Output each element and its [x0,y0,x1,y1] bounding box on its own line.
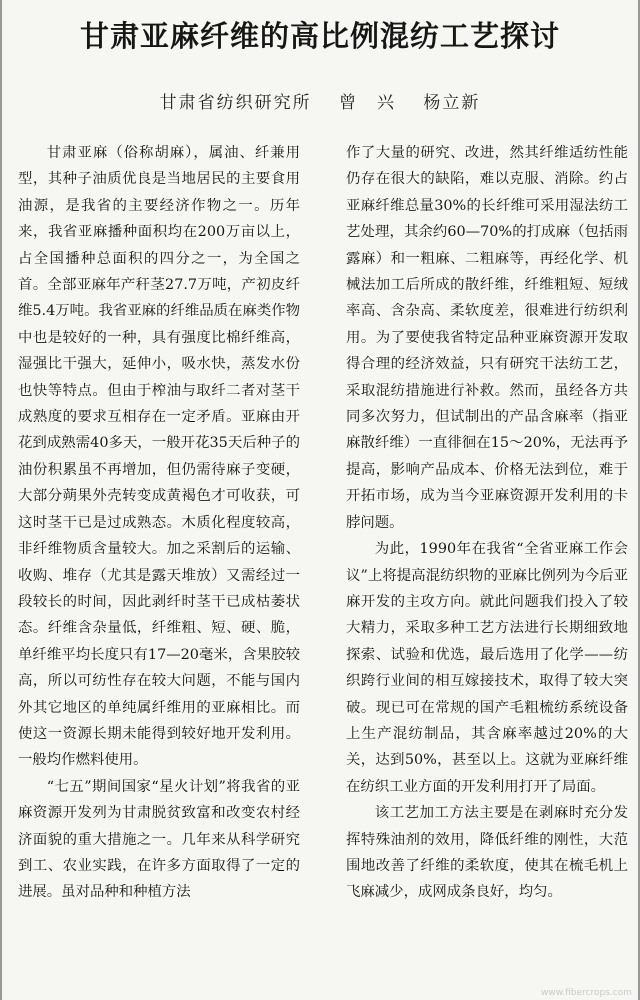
article-title: 甘肃亚麻纤维的高比例混纺工艺探讨 [79,19,560,53]
paragraph: 作了大量的研究、改进，然其纤维适纺性能仍存在很大的缺陷，难以克服、消除。约占亚麻纤维总量30%的长纤维可采用湿法纺工艺处理，其余约60—70%的打成麻（包括雨露麻）和一粗麻、二粗麻等，再经化学、机械法加工后所成的散纤维，纤维粗短、短绒率高、含杂高、柔软度差，很难进行纺织利用。为了要使我省特定品种亚麻资源开发取得合理的经济效益，只有研究干法纺工艺，采取混纺措施进行补救。然而，虽经各方共同多次努力，但试制出的产品含麻率（指亚麻散纤维）一直徘徊在15～20%，无法再予提高，影响产品成本、价格无法到位，难于开拓市场，成为当今亚麻资源开发利用的卡脖问题。 [346,145,628,531]
institution: 甘肃省纺织研究所 [159,93,312,113]
paragraph: “七五”期间国家“星火计划”将我省的亚麻资源开发列为甘肃脱贫致富和改变农村经济面貌的重大措施之一。几年来从科学研究到工、农业实践，在许多方面取得了一定的进展。虽对品种和种植方法 [18,778,300,901]
right-column [346,140,628,994]
paragraph: 该工艺加工方法主要是在剥麻时充分发挥特殊油剂的效用，降低纤维的刚性，大范围地改善了纤维的柔软度，使其在梳毛机上飞麻减少，成网成条良好，均匀。 [346,805,628,901]
paragraph: 甘肃亚麻（俗称胡麻），属油、纤兼用型，其种子油质优良是当地居民的主要食用油源，是我省的主要经济作物之一。历年来，我省亚麻播种面积均在200万亩以上，占全国播种总面积的四分之一，为全国之首。全部亚麻年产秆茎27.7万吨，产初皮纤维5.4万吨。我省亚麻的纤维品质在麻类作物中也是较好的一种，具有强度比棉纤维高，湿强比干强大，延伸小，吸水快，蒸发水份也快等特点。但由于榨油与取纤二者对茎干成熟度的要求互相存在一定矛盾。亚麻由开花到成熟需40多天，一般开花35天后种子的油份积累虽不再增加，但仍需待麻子变硬，大部分蒴果外壳转变成黄褐色才可收获，可这时茎干已是过成熟态。木质化程度较高，非纤维物质含量较大。加之采割后的运输、收购、堆存（尤其是露天堆放）又需经过一段较长的时间，因此剥纤时茎干已成枯萎状态。纤维含杂量低，纤维粗、短、硬、脆，单纤维平均长度只有17—20毫米，含果胶较高，所以可纺性存在较大问题，不能与国内外其它地区的单纯属纤维用的亚麻相比。而使这一资源长期未能得到较好地开发利用。一般均作燃料使用。 [18,145,300,769]
paragraph: 为此，1990年在我省“全省亚麻工作会议”上将提高混纺织物的亚麻比例列为今后亚麻开发的主攻方向。就此问题我们投入了较大精力，采取多种工艺方法进行长期细致地探索、试验和优选，最后选用了化学——纺织跨行业间的相互嫁接技术，取得了较大突破。现已可在常规的国产毛粗梳纺系统设备上生产混纺制品，其含麻率越过20%的大关，达到50%，甚至以上。这就为亚麻纤维在纺织工业方面的开发利用打开了局面。 [346,541,628,795]
author-name: 曾 兴 [339,93,396,113]
author-line [2,88,638,113]
watermark: www.fibercrops.com [541,988,632,998]
left-column [18,140,300,994]
author-name: 杨立新 [423,93,481,113]
